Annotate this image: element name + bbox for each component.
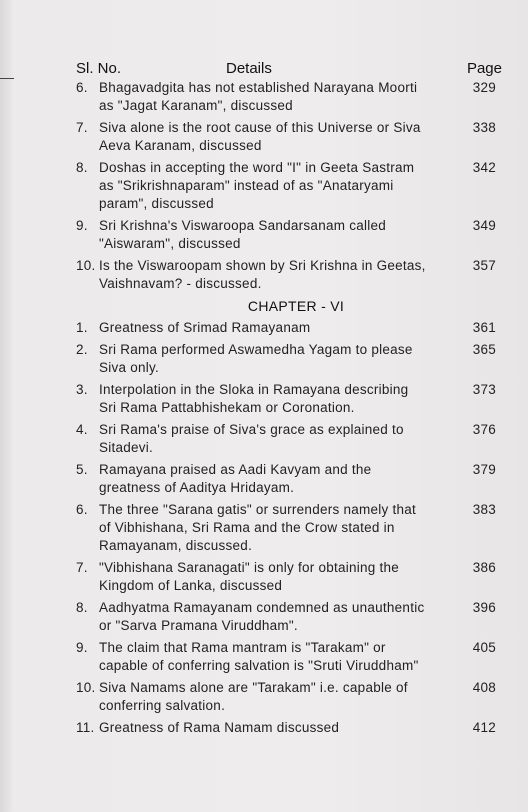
entry-page-number: 349 [472, 218, 496, 233]
entry-number: 6. [76, 80, 88, 95]
contents-entry [76, 159, 496, 213]
entry-number: 2. [76, 342, 88, 357]
entry-page-number: 361 [472, 320, 496, 335]
entry-details: Is the Viswaroopam shown by Sri Krishna in Geetas, Vaishnavam? - discussed. [99, 258, 426, 291]
chapter-vi-entries [76, 319, 496, 737]
contents-entry [76, 679, 496, 715]
entry-details: Greatness of Srimad Ramayanam [99, 320, 311, 335]
entry-number: 11. [76, 720, 95, 735]
chapter-heading: CHAPTER - VI [247, 298, 345, 314]
entry-number: 7. [76, 560, 88, 575]
entry-page-number: 376 [472, 422, 496, 437]
entry-details: Aadhyatma Ramayanam condemned as unauthentic or "Sarva Pramana Viruddham". [99, 600, 425, 633]
contents-entry [76, 79, 496, 115]
entry-details: The three "Sarana gatis" or surrenders namely that of Vibhishana, Sri Rama and the Crow stated in Ramayanam, discussed. [99, 502, 416, 553]
header-details: Details [226, 60, 272, 77]
contents-entry [76, 599, 496, 635]
entry-number: 4. [76, 422, 88, 437]
entry-details: Siva Namams alone are "Tarakam" i.e. capable of conferring salvation. [99, 680, 408, 713]
contents-entry [76, 461, 496, 497]
contents-entry [76, 381, 496, 417]
entry-details: Doshas in accepting the word "I" in Geeta Sastram as "Srikrishnaparam" instead of as "Anataryami param", discussed [99, 160, 415, 211]
contents-entry [76, 217, 496, 253]
entry-page-number: 365 [472, 342, 496, 357]
entry-number: 10. [76, 680, 96, 695]
entry-page-number: 386 [472, 560, 496, 575]
contents-entry [76, 421, 496, 457]
page-edge-mark [0, 78, 14, 79]
entry-page-number: 338 [472, 120, 496, 135]
entry-page-number: 379 [472, 462, 496, 477]
header-page: Page [466, 60, 502, 77]
entry-number: 1. [76, 320, 88, 335]
entry-number: 6. [76, 502, 88, 517]
header-sl-no: Sl. No. [76, 60, 122, 77]
entry-number: 3. [76, 382, 88, 397]
entry-number: 10. [76, 258, 96, 273]
contents-entry [76, 719, 496, 737]
entry-page-number: 412 [472, 720, 496, 735]
entry-details: Sri Rama's praise of Siva's grace as explained to Sitadevi. [99, 422, 404, 455]
entry-page-number: 357 [472, 258, 496, 273]
table-header [76, 60, 502, 78]
entry-details: "Vibhishana Saranagati" is only for obtaining the Kingdom of Lanka, discussed [99, 560, 400, 593]
entry-details: Siva alone is the root cause of this Universe or Siva Aeva Karanam, discussed [99, 120, 421, 153]
contents-list [76, 79, 496, 741]
entry-number: 9. [76, 218, 88, 233]
entry-details: Greatness of Rama Namam discussed [99, 720, 340, 735]
contents-entry [76, 341, 496, 377]
chapter-v-entries [76, 79, 496, 293]
entry-details: The claim that Rama mantram is "Tarakam" or capable of conferring salvation is "Sruti Viruddham" [99, 640, 419, 673]
entry-number: 8. [76, 600, 88, 615]
entry-page-number: 408 [472, 680, 496, 695]
entry-number: 8. [76, 160, 88, 175]
entry-details: Ramayana praised as Aadi Kavyam and the greatness of Aaditya Hridayam. [99, 462, 372, 495]
contents-entry [76, 559, 496, 595]
entry-number: 9. [76, 640, 88, 655]
entry-page-number: 383 [472, 502, 496, 517]
entry-page-number: 342 [472, 160, 496, 175]
contents-entry [76, 119, 496, 155]
entry-details: Interpolation in the Sloka in Ramayana describing Sri Rama Pattabhishekam or Coronation. [99, 382, 409, 415]
entry-page-number: 405 [472, 640, 496, 655]
contents-entry [76, 257, 496, 293]
contents-entry [76, 639, 496, 675]
entry-details: Bhagavadgita has not established Narayana Moorti as "Jagat Karanam", discussed [99, 80, 418, 113]
entry-page-number: 396 [472, 600, 496, 615]
contents-entry [76, 501, 496, 555]
entry-page-number: 373 [472, 382, 496, 397]
entry-number: 7. [76, 120, 88, 135]
entry-details: Sri Krishna's Viswaroopa Sandarsanam called "Aiswaram", discussed [99, 218, 386, 251]
entry-number: 5. [76, 462, 88, 477]
entry-page-number: 329 [472, 80, 496, 95]
entry-details: Sri Rama performed Aswamedha Yagam to please Siva only. [99, 342, 413, 375]
contents-entry [76, 319, 496, 337]
